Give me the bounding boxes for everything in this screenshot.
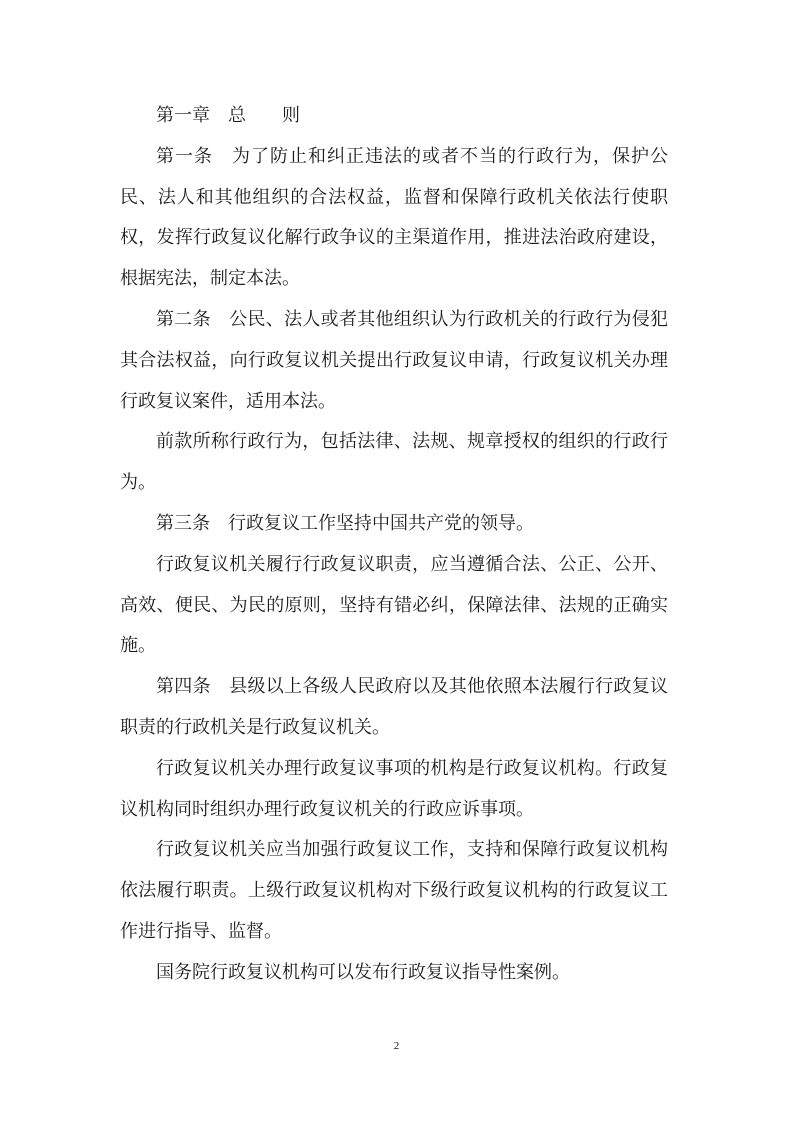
paragraph-article-2-clause: 前款所称行政行为，包括法律、法规、规章授权的组织的行政行为。: [120, 431, 668, 494]
paragraph-article-2: 第二条 公民、法人或者其他组织认为行政机关的行政行为侵犯其合法权益，向行政复议机关提出行政复议申请，行政复议机关办理行政复议案件，适用本法。: [120, 308, 668, 412]
paragraph-article-4-clause-3: 国务院行政复议机构可以发布行政复议指导性案例。: [156, 961, 570, 983]
paragraph-article-3: 第三条 行政复议工作坚持中国共产党的领导。: [156, 512, 534, 534]
page-number: 2: [393, 1040, 400, 1052]
paragraph-article-3-clause: 行政复议机关履行行政复议职责，应当遵循合法、公正、公开、高效、便民、为民的原则，坚持有错必纠，保障法律、法规的正确实施。: [120, 553, 668, 657]
paragraph-article-4: 第四条 县级以上各级人民政府以及其他依照本法履行行政复议职责的行政机关是行政复议机关。: [120, 676, 668, 738]
chapter-title: 第一章 总 则: [156, 105, 300, 126]
paragraph-article-1: 第一条 为了防止和纠正违法的或者不当的行政行为，保护公民、法人和其他组织的合法权益，监督和保障行政机关依法行使职权，发挥行政复议化解行政争议的主渠道作用，推进法治政府建设，根据宪法，制定本法。: [120, 145, 668, 290]
document-body: [120, 96, 668, 994]
paragraph-article-4-clause-2: 行政复议机关应当加强行政复议工作，支持和保障行政复议机构依法履行职责。上级行政复议机构对下级行政复议机构的行政复议工作进行指导、监督。: [120, 839, 668, 942]
paragraph-article-4-clause-1: 行政复议机关办理行政复议事项的机构是行政复议机构。行政复议机构同时组织办理行政复议机关的行政应诉事项。: [120, 757, 668, 820]
